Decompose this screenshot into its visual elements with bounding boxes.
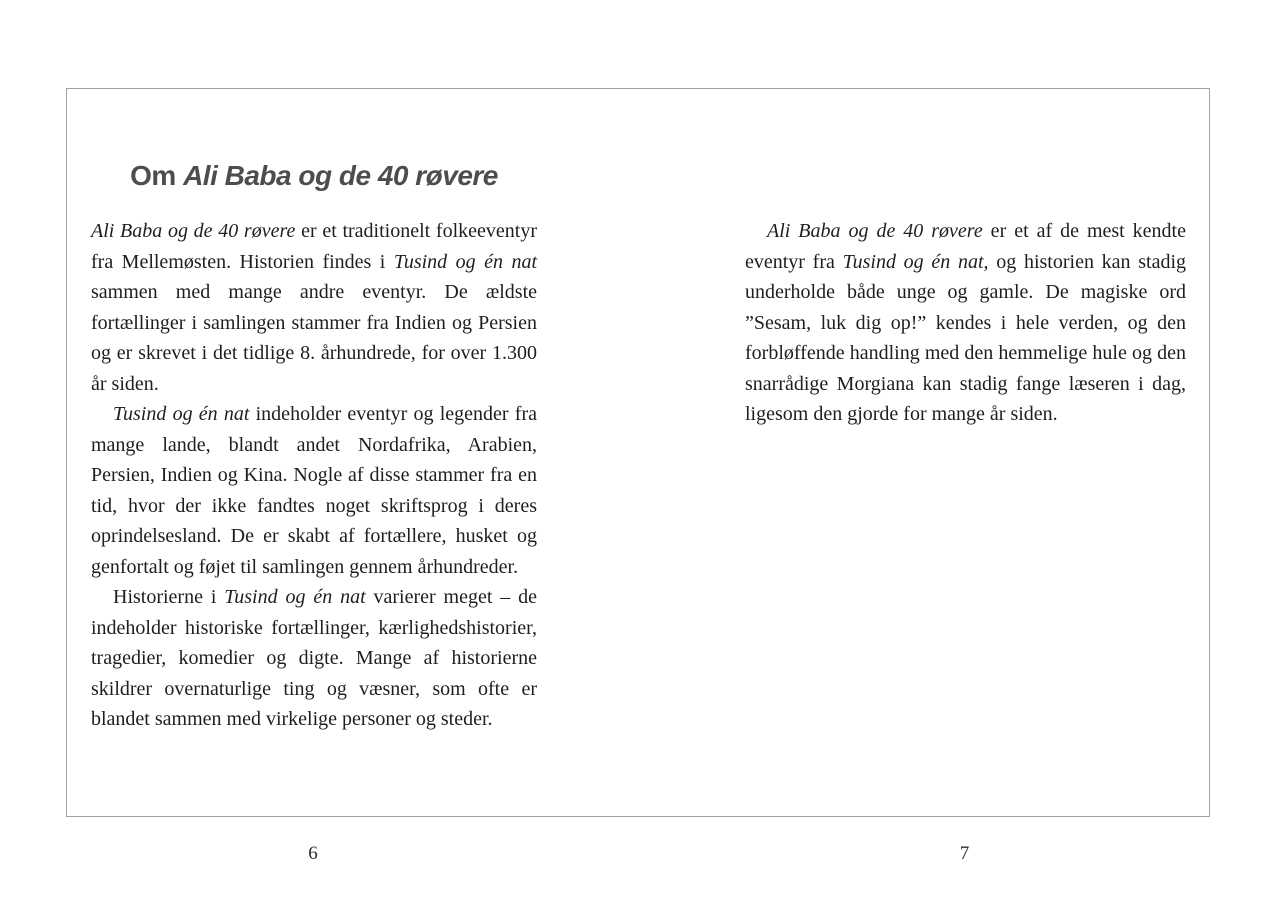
- italic-text-segment: Ali Baba og de 40 røvere: [91, 220, 296, 242]
- italic-text-segment: Tusind og én nat: [113, 403, 250, 425]
- book-spread: [66, 88, 1210, 817]
- text-segment: sammen med mange andre eventyr. De ældste fortællinger i samlingen stammer fra Indien og Persien og er skrevet i det tidlige 8. århundrede, for over 1.300 år siden.: [91, 281, 537, 395]
- text-segment: varierer meget – de indeholder historiske fortællinger, kærlighedshistorier, tragedier, komedier og digte. Mange af historierne skildrer overnaturlige ting og væsner, som ofte er blandet sammen med virkelige personer og steder.: [91, 586, 537, 730]
- section-heading: [91, 160, 537, 192]
- section-heading-prefix: Om: [130, 159, 184, 191]
- text-segment: Historierne i: [113, 586, 225, 608]
- paragraph: [91, 216, 537, 399]
- paragraph: [91, 582, 537, 735]
- left-page-text-column: [91, 216, 537, 735]
- text-segment: indeholder eventyr og legender fra mange lande, blandt andet Nordafrika, Arabien, Persien, Indien og Kina. Nogle af disse stammer fra en tid, hvor der ikke fandtes noget skriftsprog i deres oprindelsesland. De er skabt af fortællere, husket og genfortalt og føjet til samlingen gennem århundreder.: [91, 403, 537, 578]
- italic-text-segment: Tusind og én nat,: [842, 250, 989, 273]
- paragraph: [91, 399, 537, 582]
- page-number-left: 6: [308, 843, 318, 864]
- right-page-text-column: [745, 216, 1186, 430]
- page-number-right: 7: [959, 843, 970, 864]
- text-segment: er et traditionelt folkeeventyr fra Mellemøsten. Historien findes i: [91, 220, 537, 273]
- italic-text-segment: Tusind og én nat: [393, 250, 537, 273]
- paragraph: [745, 216, 1186, 430]
- text-segment: og historien kan stadig underholde både unge og gamle. De magiske ord ”Sesam, luk dig op!” kendes i hele verden, og den forbløffende handling med den hemmelige hule og den snarrådige Morgiana kan stadig fange læseren i dag, ligesom den gjorde for mange år siden.: [745, 250, 1187, 425]
- italic-text-segment: Tusind og én nat: [224, 586, 366, 608]
- italic-text-segment: Ali Baba og de 40 røvere: [767, 220, 983, 242]
- section-heading-title: Ali Baba og de 40 røvere: [183, 159, 498, 191]
- text-segment: er et af de mest kendte eventyr fra: [745, 220, 1186, 273]
